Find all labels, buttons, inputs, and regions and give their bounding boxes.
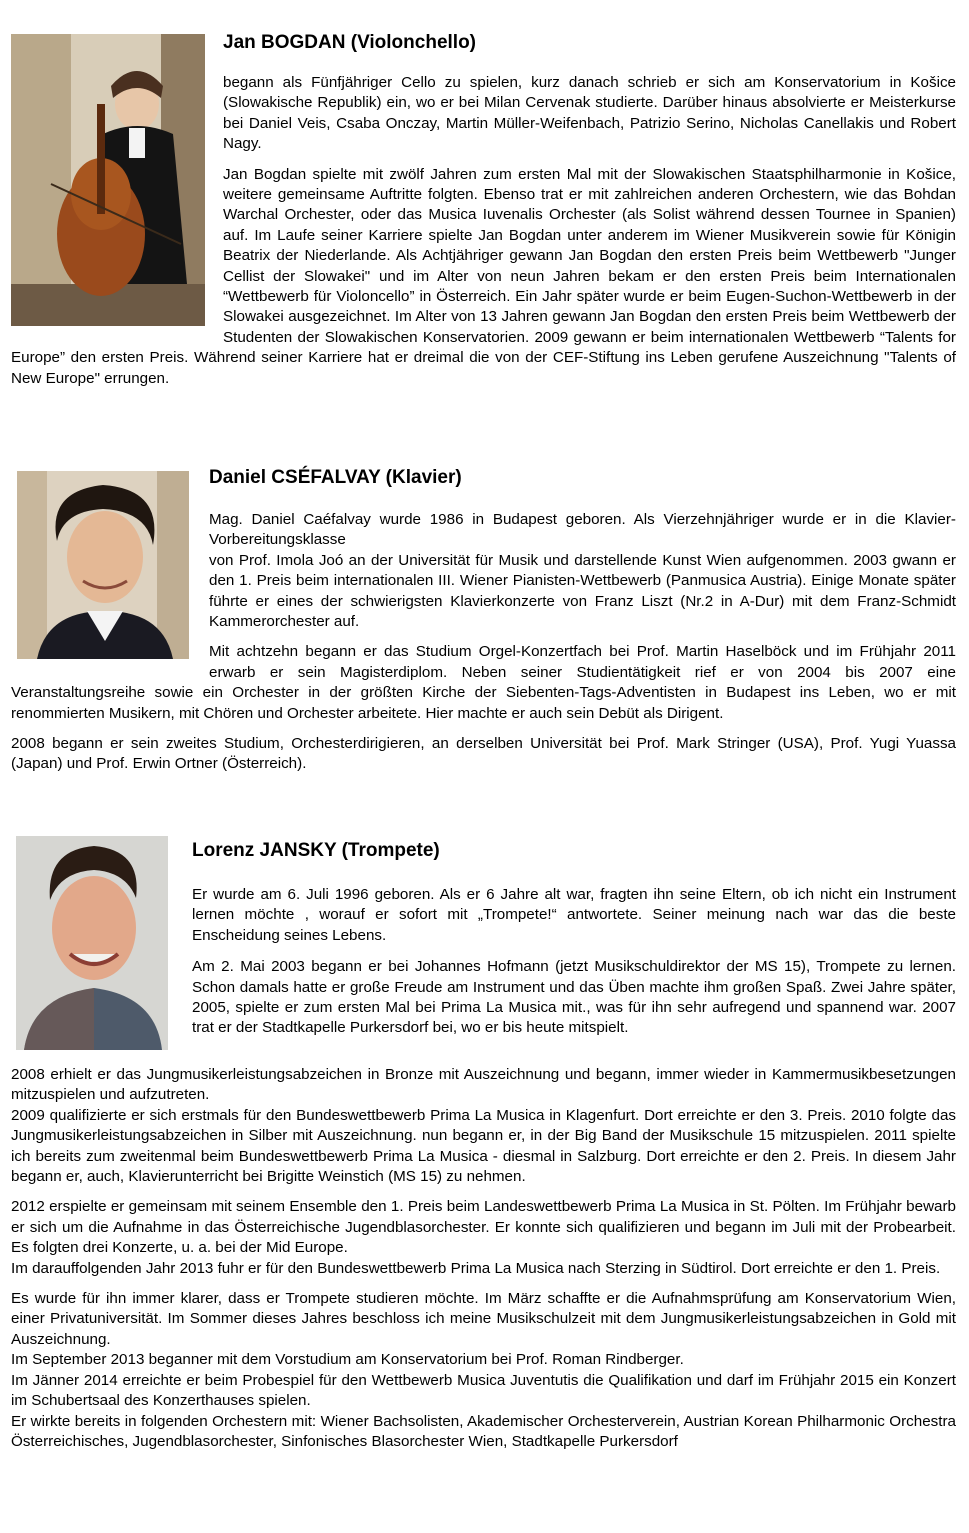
bio-paragraph: Er wirkte bereits in folgenden Orchestern mit: Wiener Bachsolisten, Akademischer Orchesterverein, Austrian Korean Philharmonic Orchestra Österreichisches, Jugendblasorchester, Sinfonisches Blasorchester Wien, Stadtkapelle Purkersdorf bbox=[11, 1412, 956, 1450]
bio-paragraph: 2008 erhielt er das Jungmusikerleistungsabzeichen in Bronze mit Auszeichnung und begann, immer wieder in Kammermusikbesetzungen mitzuspielen und aufzutreten. bbox=[11, 1066, 956, 1104]
bio-paragraph: 2009 qualifizierte er sich erstmals für den Bundeswettbewerb Prima La Musica in Klagenfurt. Dort erreichte er den 3. Preis. 2010 folgte das Jungmusikerleistungsabzeichen in Silber mit Auszeichnung. nun begann er, in der Big Band der Musikschule 15 mitzuspielen. 2011 spielte ich bereits zum zweitenmal beim Bundeswettbewerb Prima La Musica - diesmal in Salzburg. Dort erreichte er den 2. Preis. In diesem Jahr begann er, auch, Klavierunterricht bei Brigitte Weinstich (MS 15) zu nehmen. bbox=[11, 1106, 956, 1186]
bio-jan-bogdan bbox=[11, 31, 956, 389]
bio-paragraph: 2012 erspielte er gemeinsam mit seinem Ensemble den 1. Preis beim Landeswettbewerb Prima La Musica in St. Pölten. Im Frühjahr bewarb er sich um die Aufnahme in das Österreichische Jugendblasorchester. Er konnte sich qualifizieren und begann im Juli mit der Probearbeit. Es folgten drei Konzerte, u. a. bei der Mid Europe. bbox=[11, 1198, 956, 1257]
portrait-photo-cellist bbox=[11, 34, 205, 326]
bio-paragraph: Mag. Daniel Caéfalvay wurde 1986 in Budapest geboren. Als Vierzehnjähriger wurde er in die Klavier-Vorbereitungsklasse bbox=[209, 511, 956, 549]
bio-heading: Jan BOGDAN (Violonchello) bbox=[223, 32, 477, 53]
bio-paragraph: Er wurde am 6. Juli 1996 geboren. Als er 6 Jahre alt war, fragten ihn seine Eltern, ob ich nicht ein Instrument lernen möchte , worauf er sofort mit „Trompete!“ antwortete. Seiner meinung nach war das die beste Enscheidung seines Lebens. bbox=[192, 886, 956, 944]
bio-paragraph: Am 2. Mai 2003 begann er bei Johannes Hofmann (jetzt Musikschuldirektor der MS 15), Trompete zu lernen. Schon damals hatte er große Freude am Instrument und das Üben machte ihm großen Spaß. Zwei Jahre später, 2005, spielte er zum ersten Mal bei Prima La Musica mit., was für ihn sehr aufregend und spannend war. 2007 trat er der Stadtkapelle Purkersdorf bei, wo er bis heute mitspielt. bbox=[192, 958, 956, 1037]
bio-heading: Daniel CSÉFALVAY (Klavier) bbox=[209, 467, 462, 488]
bio-heading: Lorenz JANSKY (Trompete) bbox=[192, 840, 440, 861]
bio-paragraph: Mit achtzehn begann er das Studium Orgel-Konzertfach bei Prof. Martin Haselböck und im Frühjahr 2011 erwarb er sein Magisterdiplom. Neben seiner Studientätigkeit rief er von 2004 bis 2007 eine Veranstaltungsreihe sowie ein Orchester in der größten Kirche der Siebenten-Tags-Adventisten in Budapest ins Leben, wo er mit renommierten Musikern, mit Chören und Orchester arbeitete. Hier machte er auch sein Debüt als Dirigent. bbox=[11, 643, 956, 722]
bio-paragraph: Jan Bogdan spielte mit zwölf Jahren zum ersten Mal mit der Slowakischen Staatsphilharmonie in Košice, weitere gemeinsame Auftritte folgten. Ebenso trat er mit zahlreichen anderen Orchestern, wie das Bohdan Warchal Orchester, oder das Musica Iuvenalis Orchester (als Solist während dessen Tournee in Spanien) auf. Im Laufe seiner Karriere spielte Jan Bogdan unter anderem im Wiener Musikverein sowie für Königin Beatrix der Niederlande. Als Achtjähriger gewann Jan Bogdan den ersten Preis beim Wettbewerb "Junger Cellist der Slowakei" und im Alter von neun Jahren bekam er den ersten Preis beim Internationalen “Wettbewerb für Violoncello” in Österreich. Ein Jahr später wurde er beim Eugen-Suchon-Wettbewerb in der Slowakei ausgezeichnet. Im Alter von 13 Jahren gewann Jan Bogdan den ersten Preis beim Wettbewerb der Studenten der Slowakischen Konservatorien. 2009 gewann er beim internationalen Wettbewerb “Talents for Europe” den ersten Preis. Während seiner Karriere hat er dreimal die von der CEF-Stiftung ins Leben gerufene Auszeichnung "Talents of New Europe" errungen. bbox=[11, 165, 956, 387]
bio-paragraph: von Prof. Imola Joó an der Universität für Musik und darstellende Kunst Wien aufgenommen. 2003 gwann er den 1. Preis beim internationalen III. Wiener Pianisten-Wettbewerb (Panmusica Austria). Einige Monate später führte er eines der schwierigsten Klavierkonzerte von Franz Liszt (Nr.2 in A-Dur) mit dem Franz-Schmidt Kammerorchester auf. bbox=[209, 551, 956, 631]
bio-paragraph: Im darauffolgenden Jahr 2013 fuhr er für den Bundeswettbewerb Prima La Musica nach Sterzing in Südtirol. Dort erreichte er den 1. Preis. bbox=[11, 1259, 941, 1277]
bio-paragraph: 2008 begann er sein zweites Studium, Orchesterdirigieren, an derselben Universität bei Prof. Mark Stringer (USA), Prof. Yugi Yuassa (Japan) und Prof. Erwin Ortner (Österreich). bbox=[11, 735, 956, 773]
portrait-photo-pianist bbox=[17, 471, 189, 659]
bio-paragraph: Es wurde für ihn immer klarer, dass er Trompete studieren möchte. Im März schaffte er die Aufnahmsprüfung am Konservatorium Wien, einer Privatuniversität. Im Sommer dieses Jahres beschloss ich meine Musikschulzeit mit dem Jungmusikerleistungsabzeichen in Gold mit Auszeichnung. bbox=[11, 1290, 956, 1348]
bio-lorenz-jansky bbox=[11, 839, 956, 1452]
bio-paragraph: Im September 2013 beganner mit dem Vorstudium am Konservatorium bei Prof. Roman Rindberger. bbox=[11, 1351, 684, 1369]
portrait-photo-trumpeter bbox=[16, 836, 168, 1050]
bio-daniel-csefalvay bbox=[11, 466, 956, 775]
bio-paragraph: Im Jänner 2014 erreichte er beim Probespiel für den Wettbewerb Musica Juventutis die Qualifikation und darf im Frühjahr 2015 ein Konzert im Schubertsaal des Konzerthauses spielen. bbox=[11, 1371, 956, 1410]
bio-paragraph: begann als Fünfjähriger Cello zu spielen, kurz danach schrieb er sich am Konservatorium in Košice (Slowakische Republik) ein, wo er bei Milan Cervenak studierte. Darüber hinaus absolvierte er Meisterkurse bei Daniel Veis, Csaba Onczay, Martin Müller-Weifenbach, Patrizio Serino, Nicholas Canellakis und Robert Nagy. bbox=[223, 74, 956, 153]
